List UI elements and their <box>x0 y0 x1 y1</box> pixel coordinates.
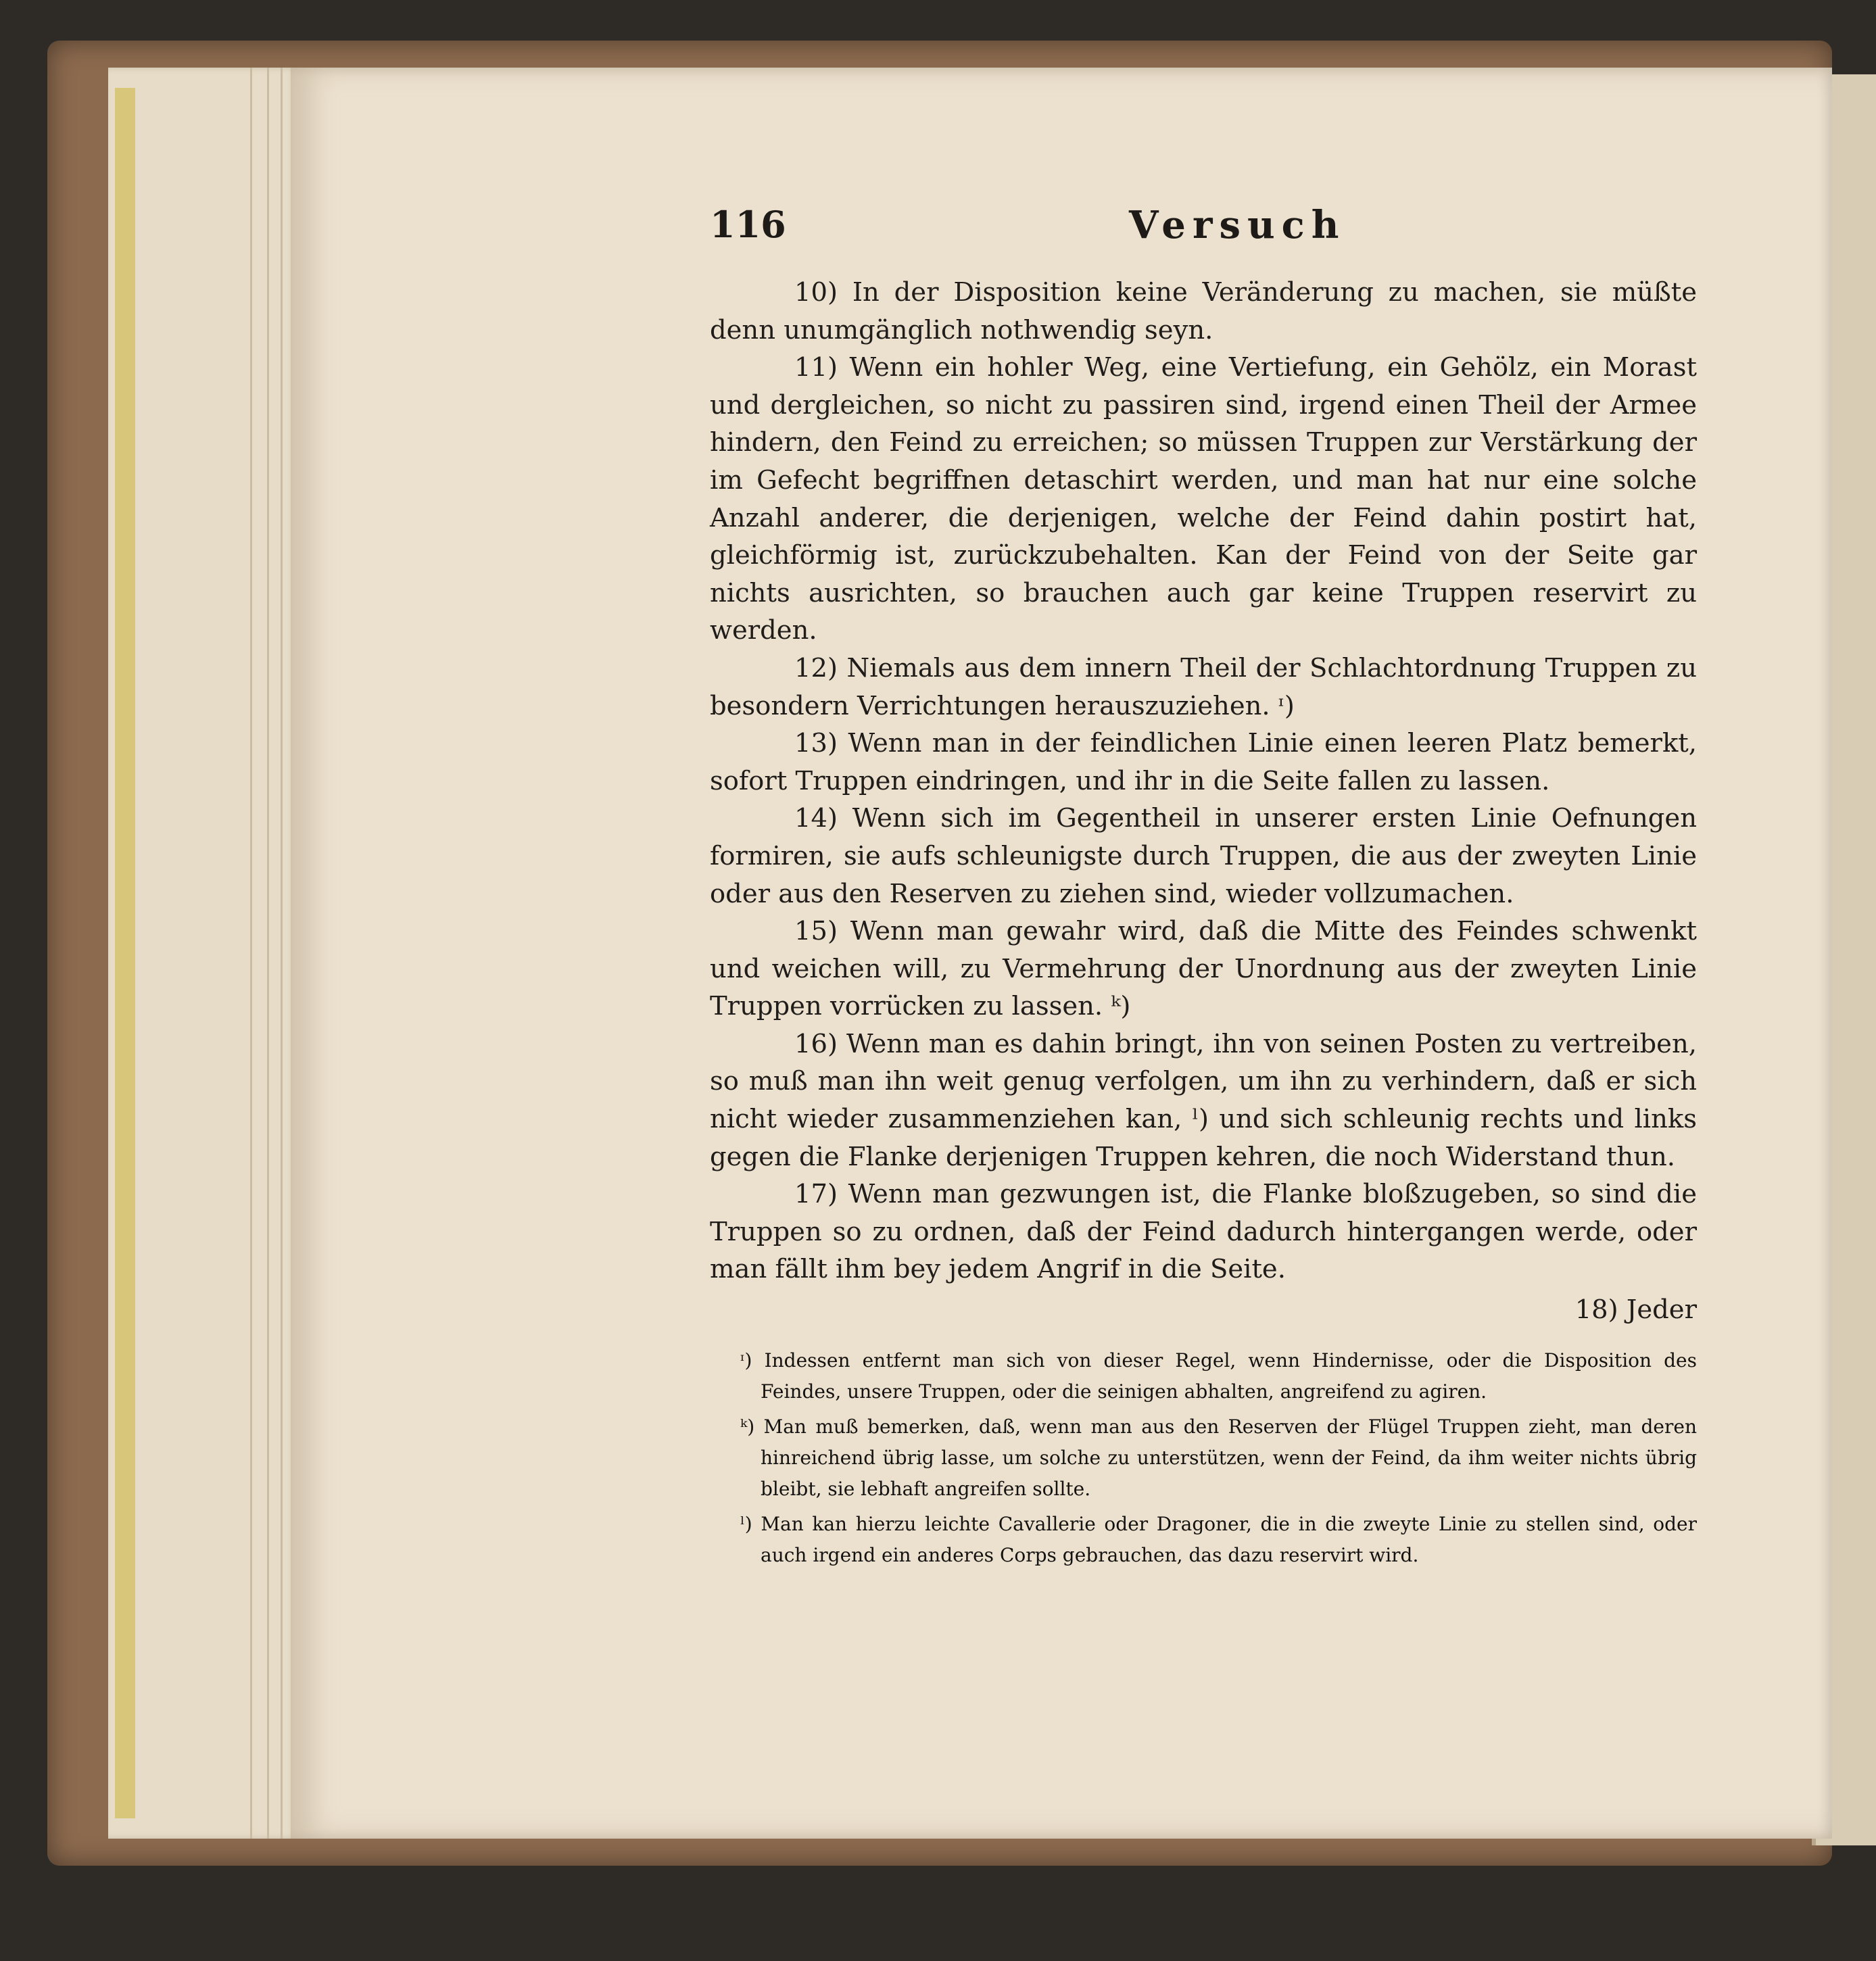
body-text <box>710 274 1697 1288</box>
paragraph: 10) In der Disposition keine Veränderung zu machen, sie müßte denn unumgänglich nothwendig seyn. <box>710 277 1697 345</box>
page-header <box>710 203 1697 257</box>
paragraph: 17) Wenn man gezwungen ist, die Flanke bloßzugeben, so sind die Truppen so zu ordnen, daß der Feind dadurch hintergangen werde, oder man fällt ihm bey jedem Angrif in die Seite. <box>710 1179 1697 1285</box>
footnote: ᶦ) Indessen entfernt man sich von dieser Regel, wenn Hindernisse, oder die Disposition des Feindes, unsere Truppen, oder die seinigen abhalten, angreifend zu agiren. <box>740 1349 1697 1403</box>
running-head: Versuch <box>1129 203 1346 247</box>
page-number: 116 <box>710 203 786 246</box>
catchword: 18) Jeder <box>1574 1294 1697 1325</box>
paragraph: 15) Wenn man gewahr wird, daß die Mitte des Feindes schwenkt und weichen will, zu Vermehrung der Unordnung aus der zweyten Linie Truppen vorrücken zu lassen. ᵏ) <box>710 916 1697 1022</box>
page-edge-line <box>250 68 252 1839</box>
footnote: ˡ) Man kan hierzu leichte Cavallerie oder Dragoner, die in die zweyte Linie zu stellen sind, oder auch irgend ein anderes Corps gebrauchen, das dazu reservirt wird. <box>740 1513 1697 1566</box>
footnotes <box>740 1345 1697 1575</box>
paragraph: 11) Wenn ein hohler Weg, eine Vertiefung, ein Gehölz, ein Morast und dergleichen, so nicht zu passiren sind, irgend einen Theil der Armee hindern, den Feind zu erreichen; so müssen Truppen zur Verstärkung der im Gefecht begriffnen detaschirt werden, und man hat nur eine solche Anzahl anderer, die derjenigen, welche der Feind dahin postirt hat, gleichförmig ist, zurückzubehalten. Kan der Feind von der Seite gar nichts ausrichten, so brauchen auch gar keine Truppen reservirt zu werden. <box>710 352 1697 646</box>
footnote: ᵏ) Man muß bemerken, daß, wenn man aus den Reserven der Flügel Truppen zieht, man deren hinreichend übrig lasse, um solche zu unterstützen, wenn der Feind, da ihm weiter nichts übrig bleibt, sie lebhaft angreifen sollte. <box>740 1415 1697 1500</box>
paragraph: 12) Niemals aus dem innern Theil der Schlachtordnung Truppen zu besondern Verrichtungen herauszuziehen. ᶦ) <box>710 652 1697 721</box>
page-edge-line <box>267 68 269 1839</box>
page-edges <box>108 68 297 1839</box>
paragraph: 16) Wenn man es dahin bringt, ihn von seinen Posten zu vertreiben, so muß man ihn weit genug verfolgen, um ihn zu verhindern, daß er sich nicht wieder zusammenziehen kan, ˡ) und sich schleunig rechts und links gegen die Flanke derjenigen Truppen kehren, die noch Widerstand thun. <box>710 1028 1697 1172</box>
page-edge-line <box>281 68 283 1839</box>
paragraph: 14) Wenn sich im Gegentheil in unserer ersten Linie Oefnungen formiren, sie aufs schleunigste durch Truppen, die aus der zweyten Linie oder aus den Reserven zu ziehen sind, wieder vollzumachen. <box>710 803 1697 909</box>
paragraph: 13) Wenn man in der feindlichen Linie einen leeren Platz bemerkt, sofort Truppen eindringen, und ihr in die Seite fallen zu lassen. <box>710 728 1697 796</box>
gilt-edge <box>115 88 135 1818</box>
